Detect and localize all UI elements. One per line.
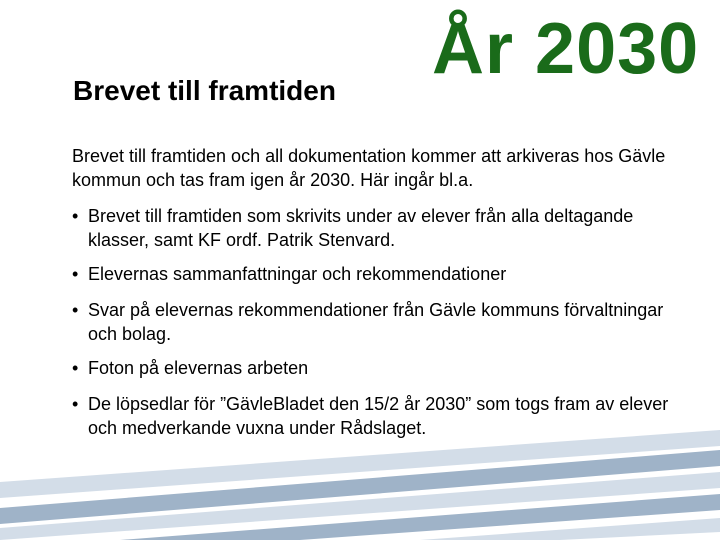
bullet-item: • De löpsedlar för ”GävleBladet den 15/2 år 2030” som togs fram av elever och medverkande vuxna under Rådslaget. [72, 392, 672, 440]
slide-subtitle: Brevet till framtiden [73, 75, 336, 106]
bullet-item: • Brevet till framtiden som skrivits under av elever från alla deltagande klasser, samt KF ordf. Patrik Stenvard. [72, 204, 672, 252]
bullet-item: • Svar på elevernas rekommendationer från Gävle kommuns förvaltningar och bolag. [72, 298, 672, 346]
bullet-item: • Elevernas sammanfattningar och rekommendationer [72, 262, 672, 286]
slide-title: År 2030 [432, 9, 700, 89]
intro-paragraph: Brevet till framtiden och all dokumentation kommer att arkiveras hos Gävle kommun och tas fram igen år 2030. Här ingår bl.a. [72, 146, 666, 190]
bullet-item: • Foton på elevernas arbeten [72, 356, 672, 380]
decorative-waves [0, 420, 720, 540]
bullet-list [72, 204, 672, 440]
